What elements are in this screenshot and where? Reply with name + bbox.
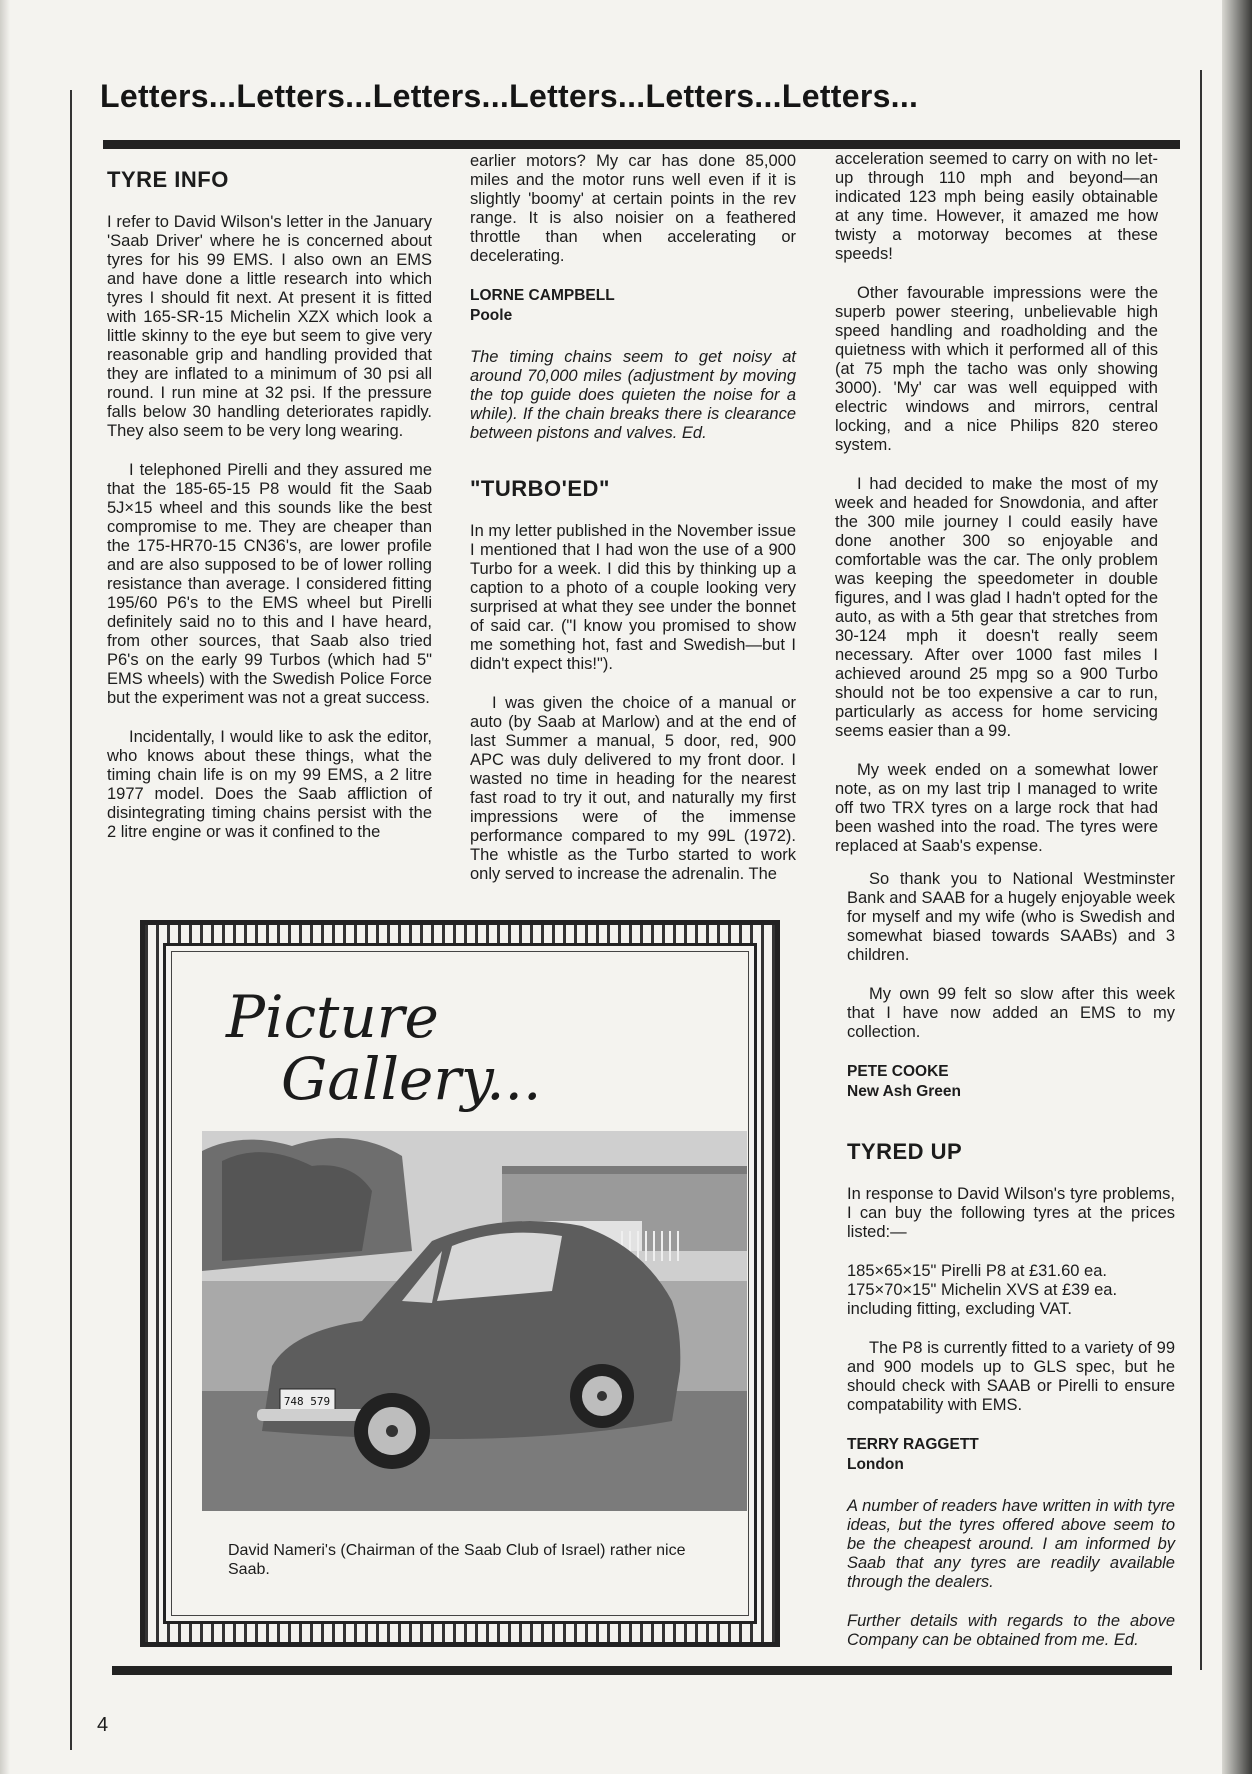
heading-turboed: "TURBO'ED" — [470, 476, 610, 501]
tyre-price-item: 185×65×15" Pirelli P8 at £31.60 ea. — [847, 1262, 1107, 1280]
signature-name: PETE COOKE — [847, 1063, 949, 1080]
gallery-title-line: Picture — [226, 983, 439, 1051]
heading-tyred-up: TYRED UP — [847, 1139, 963, 1164]
tyre-price-item: 175×70×15" Michelin XVS at £39 ea. — [847, 1281, 1118, 1299]
paragraph: So thank you to National Westminster Bank and SAAB for a hugely enjoyable week for myself and my wife (who is Swedish and somewhat biased towards SAABs) and 3 children. — [847, 870, 1175, 964]
saab-car-photo — [202, 1131, 747, 1511]
paragraph: I had decided to make the most of my week and headed for Snowdonia, and after the 300 mile journey I could easily have done another 300 so enjoyable and comfortable was the car. The only problem was keeping the speedometer in double figures, and I was glad I hadn't opted for the auto, as with a 5th gear that stretches from 30-124 mph it doesn't really seem necessary. After over 1000 fast miles I achieved around 25 mpg so a 900 Turbo should not be too expensive a car to run, particularly as access for home servicing seems easier than a 99. — [835, 475, 1158, 740]
signature-name: LORNE CAMPBELL — [470, 287, 615, 304]
heavy-rule-bottom — [112, 1666, 1172, 1675]
column-2 — [470, 152, 796, 904]
picture-gallery-frame — [140, 920, 780, 1647]
paragraph: earlier motors? My car has done 85,000 miles and the motor runs well even if it is slightly 'boomy' at certain points in the rev range. It is also noisier on a feathered throttle than when accelerating or decelerating. — [470, 152, 796, 265]
paragraph: acceleration seemed to carry on with no let-up through 110 mph and beyond—an indicated 123 mph being easily obtainable at any time. However, it amazed me how twisty a motorway becomes at these speeds! — [835, 150, 1158, 263]
photo-caption: David Nameri's (Chairman of the Saab Club of Israel) rather nice Saab. — [228, 1542, 686, 1578]
heavy-rule-top — [103, 140, 1180, 149]
column-1 — [107, 160, 432, 862]
license-plate: 748 579 — [283, 1395, 331, 1408]
paragraph: Other favourable impressions were the superb power steering, unbelievable high speed handling and roadholding and the quietness with which it performed all of this (at 75 mph the tacho was only showing 3000). 'My' car was well equipped with electric windows and mirrors, central locking, and a nice Philips 820 stereo system. — [835, 284, 1158, 454]
heading-tyre-info: TYRE INFO — [107, 167, 229, 192]
paragraph: I refer to David Wilson's letter in the January 'Saab Driver' where he is concerned about tyres for his 99 EMS. I also own an EMS and have done a little research into which tyres I should fit next. At present it is fitted with 165-SR-15 Michelin XZX which look a little skinny to the eye but seem to give very reasonable grip and handling provided that they are inflated to a minimum of 30 psi all round. I run mine at 32 psi. If the pressure falls below 30 handling deteriorates rapidly. They also seem to be very long wearing. — [107, 213, 432, 440]
signature-lorne-campbell — [470, 286, 796, 326]
paragraph: In my letter published in the November issue I mentioned that I had won the use of a 900 Turbo for a week. I did this by thinking up a caption to a photo of a couple looking very surprised at what they see under the bonnet of said car. ("I know you promised to show me something hot, fast and Swedish—but I didn't expect this!"). — [470, 522, 796, 673]
paragraph: My week ended on a somewhat lower note, as on my last trip I managed to write off two TRX tyres on a large rock that had been washed into the road. The tyres were replaced at Saab's expense. — [835, 761, 1158, 855]
page-number: 4 — [97, 1714, 109, 1736]
margin-rule-left — [70, 90, 72, 1750]
editor-note: Further details with regards to the above Company can be obtained from me. Ed. — [847, 1612, 1175, 1649]
page-edge-right — [1222, 0, 1252, 1774]
signature-place: Poole — [470, 307, 513, 324]
signature-name: TERRY RAGGETT — [847, 1436, 979, 1453]
picture-gallery-panel — [163, 943, 757, 1624]
column-3-lower — [847, 870, 1175, 1670]
paragraph: I was given the choice of a manual or auto (by Saab at Marlow) and at the end of last Summer a manual, 5 door, red, 900 APC was duly delivered to my front door. I wasted no time in heading for the nearest fast road to try it out, and naturally my first impressions were of the immense performance compared to my 99L (1972). The whistle as the Turbo started to work only served to increase the adrenalin. The — [470, 694, 796, 883]
tyre-price-list — [847, 1262, 1175, 1319]
column-3 — [835, 150, 1158, 876]
signature-terry-raggett — [847, 1435, 1175, 1475]
signature-pete-cooke — [847, 1062, 1175, 1102]
gallery-title-line: Gallery... — [281, 1045, 542, 1113]
page-edge-left — [0, 0, 10, 1774]
saab-car-illustration — [202, 1131, 747, 1511]
paragraph: In response to David Wilson's tyre problems, I can buy the following tyres at the prices listed:— — [847, 1185, 1175, 1241]
signature-place: New Ash Green — [847, 1083, 961, 1100]
masthead: Letters...Letters...Letters...Letters...Letters...Letters... — [100, 78, 919, 114]
editor-note: A number of readers have written in with tyre ideas, but the tyres offered above seem to be the cheapest around. I am informed by Saab that any tyres are readily available through the dealers. — [847, 1497, 1175, 1591]
paragraph: I telephoned Pirelli and they assured me that the 185-65-15 P8 would fit the Saab 5J×15 wheel and this sounds like the best compromise to me. They are cheaper than the 175-HR70-15 CN36's, are lower profile and are also supposed to be of lower rolling resistance than average. I considered fitting 195/60 P6's to the EMS wheel but Pirelli definitely said no to this and I have heard, from other sources, that Saab also tried P6's on the early 99 Turbos (which had 5" EMS wheels) with the Swedish Police Force but the experiment was not a great success. — [107, 461, 432, 707]
tyre-price-item: including fitting, excluding VAT. — [847, 1300, 1073, 1318]
paragraph: My own 99 felt so slow after this week that I have now added an EMS to my collection. — [847, 985, 1175, 1041]
margin-rule-right — [1200, 70, 1202, 1670]
picture-gallery-title — [226, 983, 542, 1113]
editor-note: The timing chains seem to get noisy at around 70,000 miles (adjustment by moving the top guide does quieten the noise for a while). If the chain breaks there is clearance between pistons and valves. Ed. — [470, 348, 796, 442]
paragraph: Incidentally, I would like to ask the editor, who knows about these things, what the timing chain life is on my 99 EMS, a 2 litre 1977 model. Does the Saab affliction of disintegrating timing chains persist with the 2 litre engine or was it confined to the — [107, 728, 432, 841]
signature-place: London — [847, 1456, 904, 1473]
paragraph: The P8 is currently fitted to a variety of 99 and 900 models up to GLS spec, but he should check with SAAB or Pirelli to ensure compatability with EMS. — [847, 1339, 1175, 1414]
